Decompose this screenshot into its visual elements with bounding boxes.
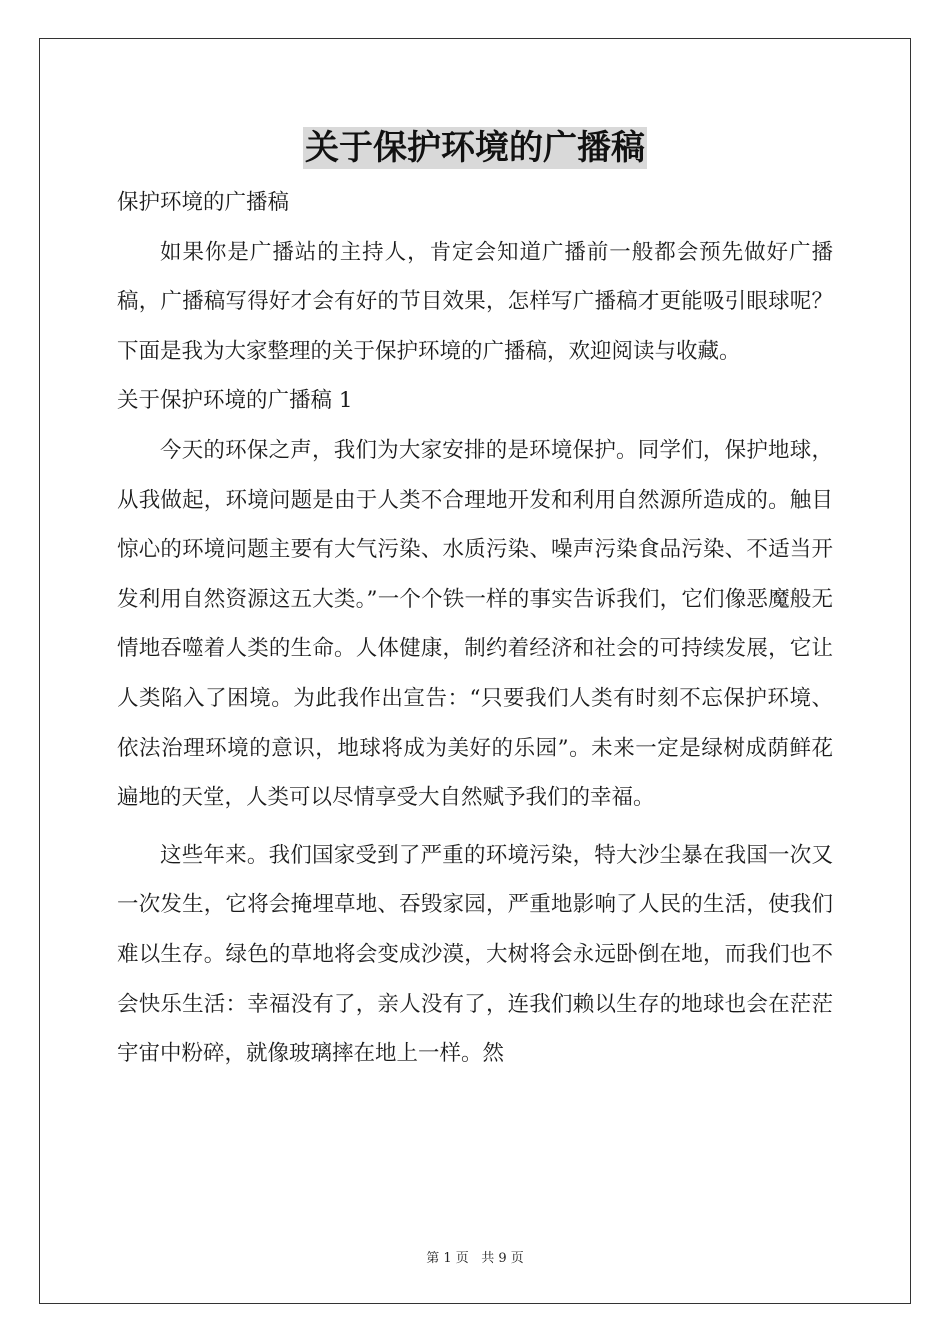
page-number: 第 1 页 共 9 页 [426,1251,524,1266]
document-title: 关于保护环境的广播稿 [305,128,645,168]
paragraph-body-1: 今天的环保之声，我们为大家安排的是环境保护。同学们，保护地球，从我做起，环境问题是由于人类不合理地开发和利用自然源所造成的。触目惊心的环境问题主要有大气污染、水质污染、噪声污染食品污染、不适当开发利用自然资源这五大类。”一个个铁一样的事实告诉我们，它们像恶魔般无情地吞噬着人类的生命。人体健康，制约着经济和社会的可持续发展，它让人类陷入了困境。为此我作出宣告：“只要我们人类有时刻不忘保护环境、依法治理环境的意识，地球将成为美好的乐园”。未来一定是绿树成荫鲜花遍地的天堂，人类可以尽情享受大自然赋予我们的幸福。 [117,437,833,811]
paragraph-intro: 如果你是广播站的主持人，肯定会知道广播前一般都会预先做好广播稿，广播稿写得好才会有好的节目效果，怎样写广播稿才更能吸引眼球呢？下面是我为大家整理的关于保护环境的广播稿，欢迎阅读与收藏。 [117,239,833,364]
document-body [117,178,833,1079]
paragraph-subtitle: 保护环境的广播稿 [117,190,290,215]
paragraph-section-heading: 关于保护环境的广播稿 1 [117,388,353,414]
paragraph-body-2: 这些年来。我们国家受到了严重的环境污染，特大沙尘暴在我国一次又一次发生，它将会掩埋草地、吞毁家园，严重地影响了人民的生活，使我们难以生存。绿色的草地将会变成沙漠，大树将会永远卧倒在地，而我们也不会快乐生活：幸福没有了，亲人没有了，连我们赖以生存的地球也会在茫茫宇宙中粉碎，就像玻璃摔在地上一样。然 [117,842,833,1067]
title-wrap [0,127,950,169]
page-footer [0,1247,950,1266]
